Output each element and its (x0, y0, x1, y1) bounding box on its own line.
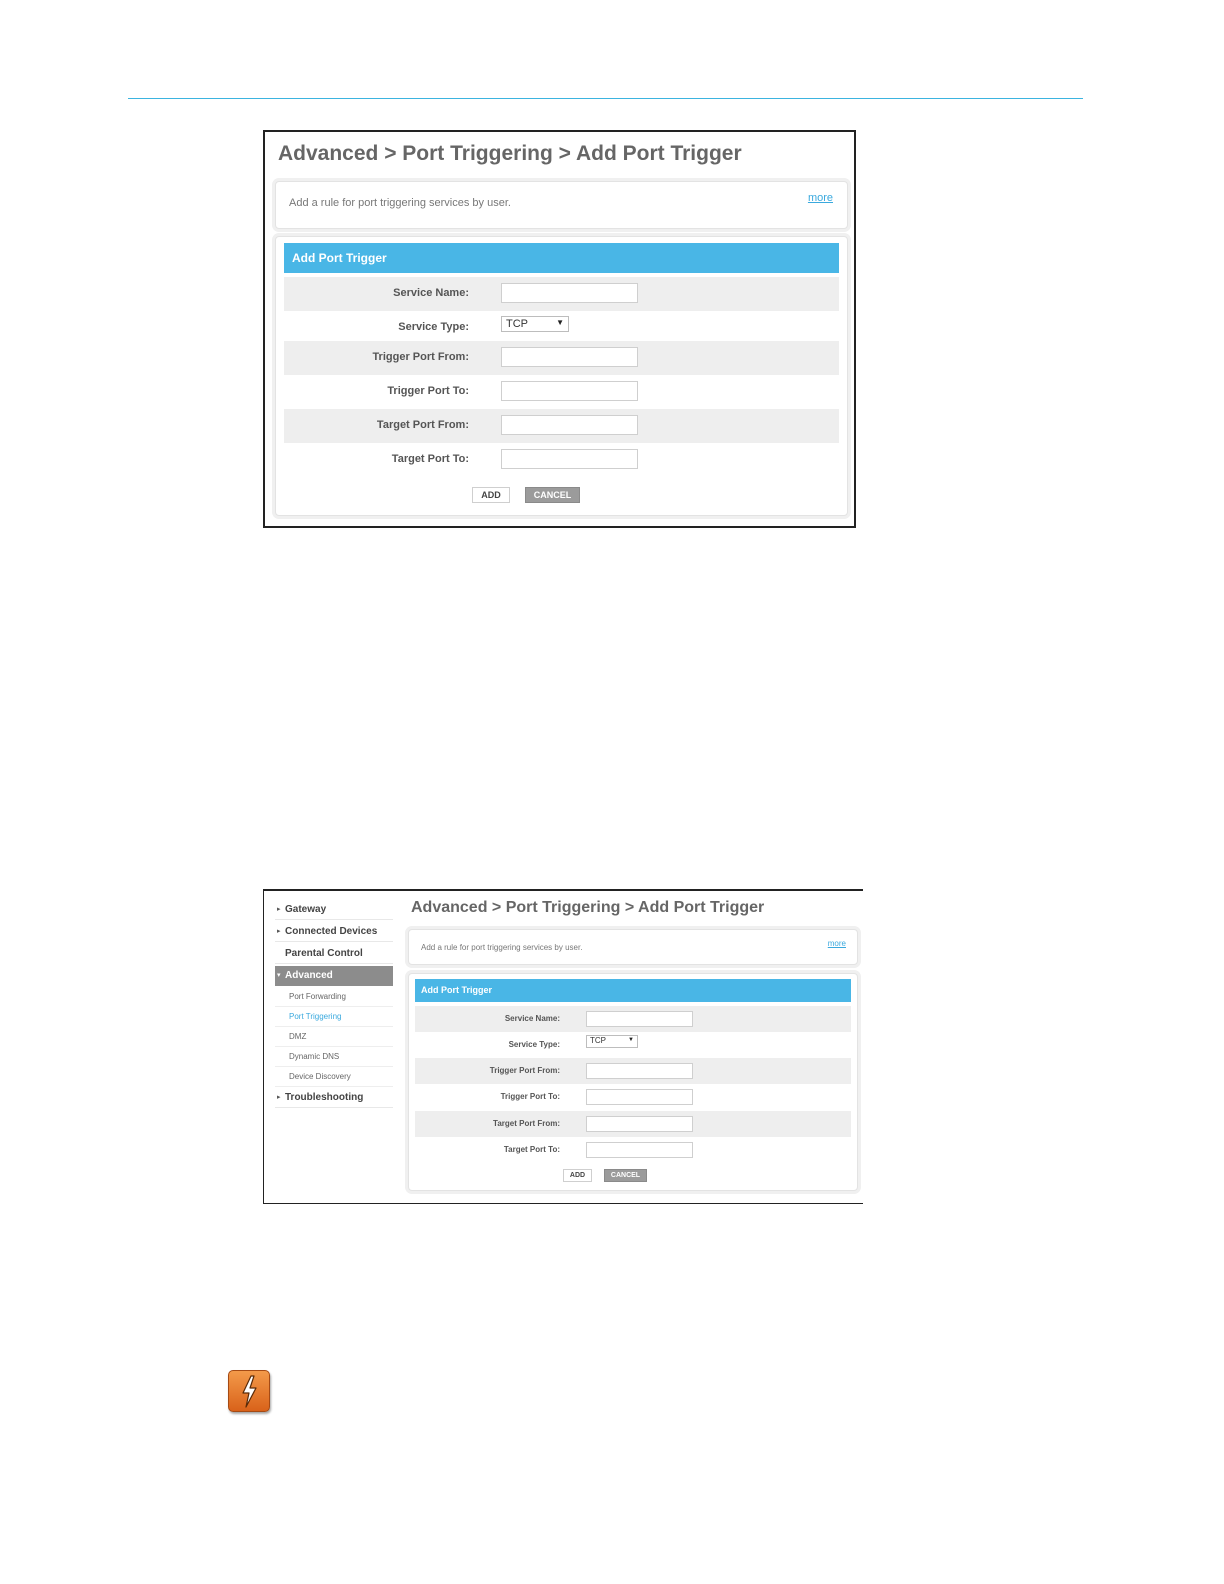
sidebar-subitem-port-triggering[interactable]: Port Triggering (275, 1007, 393, 1027)
target-port-to-row (284, 443, 839, 477)
target-port-from-input[interactable] (501, 415, 638, 435)
add-port-trigger-form (408, 973, 858, 1191)
description-text: Add a rule for port triggering services by user. (289, 197, 511, 209)
add-button[interactable]: ADD (563, 1169, 592, 1182)
sidebar-subitem-device-discovery[interactable]: Device Discovery (275, 1067, 393, 1087)
target-port-from-label: Target Port From: (376, 419, 469, 431)
service-type-value: TCP (590, 1036, 606, 1045)
trigger-port-to-label: Trigger Port To: (500, 1092, 560, 1101)
trigger-port-to-row (415, 1084, 851, 1110)
screenshot-add-port-trigger (263, 130, 856, 528)
sidebar-item-label: Advanced (285, 970, 333, 981)
service-name-label: Service Name: (504, 1014, 560, 1023)
service-name-row (415, 1006, 851, 1032)
target-port-to-label: Target Port To: (391, 453, 469, 465)
target-port-from-label: Target Port From: (493, 1119, 560, 1128)
caret-down-icon: ▾ (277, 972, 281, 979)
trigger-port-from-label: Trigger Port From: (372, 351, 469, 363)
service-name-label: Service Name: (393, 287, 469, 299)
sidebar-item-parental-control[interactable] (275, 944, 393, 964)
target-port-from-input[interactable] (586, 1116, 693, 1132)
sidebar-item-gateway[interactable] (275, 900, 393, 920)
target-port-to-label: Target Port To: (503, 1145, 560, 1154)
more-link[interactable]: more (807, 192, 833, 204)
trigger-port-to-input[interactable] (586, 1089, 693, 1105)
service-name-input[interactable] (501, 283, 638, 303)
form-header: Add Port Trigger (415, 979, 851, 1002)
trigger-port-from-row (415, 1058, 851, 1084)
sidebar-item-connected-devices[interactable] (275, 922, 393, 942)
trigger-port-from-input[interactable] (586, 1063, 693, 1079)
trigger-port-from-input[interactable] (501, 347, 638, 367)
form-header: Add Port Trigger (284, 243, 839, 273)
trigger-port-from-row (284, 341, 839, 375)
cancel-button[interactable]: CANCEL (525, 487, 580, 503)
screenshot-add-port-trigger-with-sidebar (263, 889, 863, 1204)
service-type-select[interactable] (586, 1035, 638, 1048)
service-type-label: Service Type: (398, 321, 469, 333)
target-port-from-row (415, 1111, 851, 1137)
target-port-to-row (415, 1137, 851, 1163)
caret-right-icon: ▸ (277, 1094, 281, 1101)
trigger-port-from-label: Trigger Port From: (489, 1066, 560, 1075)
sidebar-item-label: Connected Devices (285, 926, 378, 937)
caret-right-icon: ▸ (277, 928, 281, 935)
service-type-label: Service Type: (508, 1040, 560, 1049)
page-top-rule (128, 98, 1083, 99)
sidebar-subitem-dmz[interactable]: DMZ (275, 1027, 393, 1047)
service-name-row (284, 277, 839, 311)
target-port-to-input[interactable] (501, 449, 638, 469)
trigger-port-to-row (284, 375, 839, 409)
sidebar-item-label: Troubleshooting (285, 1092, 364, 1103)
cancel-button[interactable]: CANCEL (604, 1169, 647, 1182)
description-text: Add a rule for port triggering services by user. (421, 943, 583, 952)
caret-right-icon: ▸ (277, 906, 281, 913)
service-type-value: TCP (506, 318, 528, 330)
dropdown-arrow-icon: ▼ (628, 1037, 634, 1043)
add-button[interactable]: ADD (472, 487, 510, 503)
trigger-port-to-label: Trigger Port To: (387, 385, 469, 397)
page-title: Advanced > Port Triggering > Add Port Trigger (278, 142, 742, 165)
add-port-trigger-form (275, 236, 848, 516)
service-type-row (415, 1032, 851, 1058)
target-port-from-row (284, 409, 839, 443)
description-panel (408, 929, 858, 965)
sidebar-item-label: Gateway (285, 904, 327, 915)
sidebar-subitem-dynamic-dns[interactable]: Dynamic DNS (275, 1047, 393, 1067)
service-name-input[interactable] (586, 1011, 693, 1027)
sidebar-item-troubleshooting[interactable] (275, 1088, 393, 1108)
service-type-select[interactable] (501, 316, 569, 332)
page-title: Advanced > Port Triggering > Add Port Trigger (411, 899, 765, 916)
description-panel (275, 181, 848, 229)
trigger-port-to-input[interactable] (501, 381, 638, 401)
sidebar-item-label: Parental Control (285, 948, 363, 959)
dropdown-arrow-icon: ▼ (556, 318, 564, 327)
sidebar-subitem-port-forwarding[interactable]: Port Forwarding (275, 987, 393, 1007)
target-port-to-input[interactable] (586, 1142, 693, 1158)
sidebar-item-advanced[interactable] (275, 966, 393, 986)
more-link[interactable]: more (827, 939, 846, 948)
service-type-row (284, 311, 839, 345)
lightning-bolt-icon (229, 1371, 269, 1411)
lightning-bolt-warning-icon (228, 1370, 270, 1412)
